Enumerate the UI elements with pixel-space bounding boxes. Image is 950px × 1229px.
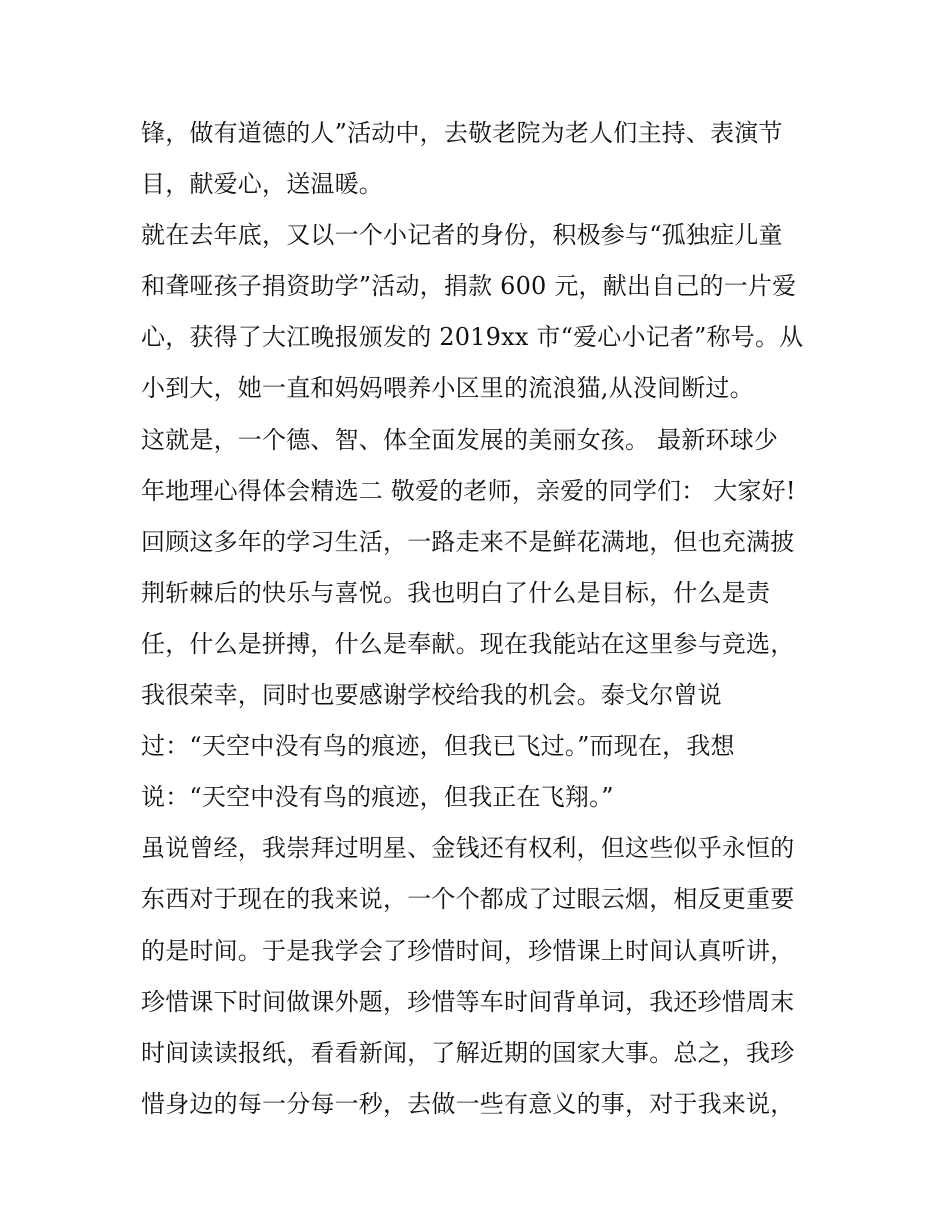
text-line: 虽说曾经，我崇拜过明星、金钱还有权利，但这些似乎永恒的 [141, 834, 795, 863]
text-line: 过：“天空中没有鸟的痕迹，但我已飞过。”而现在，我想 [141, 732, 735, 761]
text-line: 珍惜课下时间做课外题，珍惜等车时间背单词，我还珍惜周末 [141, 987, 795, 1016]
text-line: 任，什么是拼搏，什么是奉献。现在我能站在这里参与竞选， [141, 629, 795, 658]
text-line: 的是时间。于是我学会了珍惜时间，珍惜课上时间认真听讲， [141, 936, 795, 965]
text-line: 目，献爱心，送温暖。 [141, 170, 383, 199]
text-line: 和聋哑孩子捐资助学”活动，捐款 600 元，献出自己的一片爱 [141, 272, 797, 301]
text-line: 惜身边的每一分每一秒，去做一些有意义的事，对于我来说， [141, 1089, 795, 1118]
text-line: 小到大，她一直和妈妈喂养小区里的流浪猫,从没间断过。 [141, 374, 754, 403]
text-line: 时间读读报纸，看看新闻，了解近期的国家大事。总之，我珍 [141, 1038, 795, 1067]
text-line: 说：“天空中没有鸟的痕迹，但我正在飞翔。” [141, 783, 614, 812]
text-line: 心，获得了大江晚报颁发的 2019xx 市“爱心小记者”称号。从 [141, 323, 804, 352]
text-line: 就在去年底，又以一个小记者的身份，积极参与“孤独症儿童 [141, 221, 783, 250]
text-line: 年地理心得体会精选二 敬爱的老师，亲爱的同学们： 大家好! [141, 476, 796, 505]
text-line: 这就是，一个德、智、体全面发展的美丽女孩。 最新环球少 [141, 425, 779, 454]
text-line: 锋，做有道德的人”活动中，去敬老院为老人们主持、表演节 [141, 119, 783, 147]
text-line: 回顾这多年的学习生活，一路走来不是鲜花满地，但也充满披 [141, 527, 795, 556]
text-line: 我很荣幸，同时也要感谢学校给我的机会。泰戈尔曾说 [141, 681, 722, 710]
text-line: 东西对于现在的我来说，一个个都成了过眼云烟，相反更重要 [141, 885, 795, 914]
text-line: 荆斩棘后的快乐与喜悦。我也明白了什么是目标，什么是责 [141, 578, 771, 607]
text-body [141, 108, 831, 1130]
